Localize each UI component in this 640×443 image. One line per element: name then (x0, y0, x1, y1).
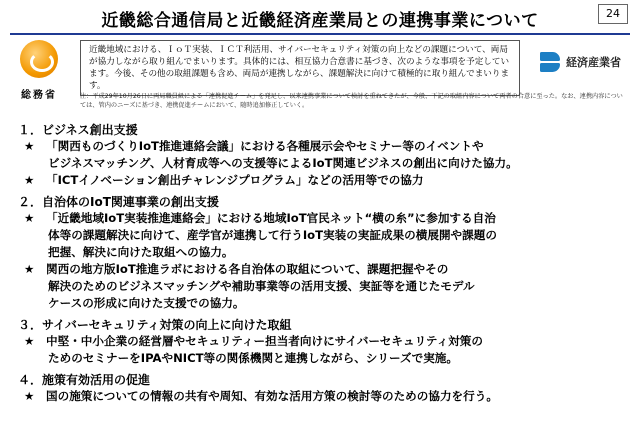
star-bullet-icon: ★ (24, 389, 35, 403)
section-heading: １．ビジネス創出支援 (18, 123, 138, 137)
star-bullet-icon: ★ (24, 262, 35, 276)
note-text: 注：平成29年10月26日に両局職員級による「連携促進チーム」を発足し、以来連携事業について検討を重ねてきたが、今般、下記の取組内容について両者の合意に至った。なお、連携内容については、管内のニーズに基づき、連携促進チームにおいて、随時追加修正していく。 (80, 93, 623, 109)
page-title: 近畿総合通信局と近畿経済産業局との連携事業について (101, 11, 539, 31)
star-bullet-icon: ★ (24, 173, 35, 187)
meti-logo-label: 経済産業省 (566, 56, 621, 69)
list-item: ★ 「ICTイノベーション創出チャレンジプログラム」などの活用等での協力 (24, 173, 424, 187)
page-number: 24 (598, 4, 628, 24)
meti-logo (538, 50, 621, 74)
list-item: ★ 「関西ものづくりIoT推進連絡会議」における各種展示会やセミナー等のイベントや ビジネスマッチング、人材育成等への支援等によるIoT関連ビジネスの創出に向けた協力。 (24, 139, 518, 170)
section-heading: ３．サイバーセキュリティ対策の向上に向けた取組 (18, 318, 292, 332)
star-bullet-icon: ★ (24, 211, 35, 225)
soumu-logo-label: 総務省 (21, 90, 57, 101)
section-policy (18, 372, 628, 405)
list-item: ★ 関西の地方版IoT推進ラボにおける各自治体の取組について、課題把握やその 解決のためのビジネスマッチングや補助事業等の活用支援、実証等を通じたモデル ケースの形成に向けた支援での協力。 (24, 262, 475, 310)
title-divider (10, 33, 630, 35)
section-security (18, 317, 628, 367)
soumu-logo (14, 40, 64, 101)
intro-box: 近畿地域における、ＩｏＴ実装、ＩＣＴ利活用、サイバーセキュリティ対策の向上などの課題について、両局が協力しながら取り組んでまいります。具体的には、相互協力合意書に基づき、次のような事項を予定しています。今後、その他の取組課題も含め、両局が連携しながら、課題解決に向けて積極的に取り組んでまいります。 (80, 40, 520, 96)
meti-emblem-icon (538, 50, 562, 74)
soumu-emblem-icon (20, 40, 58, 78)
star-bullet-icon: ★ (24, 139, 35, 153)
list-item: ★ 「近畿地域IoT実装推進連絡会」における地域IoT官民ネット“横の糸”に参加する自治 体等の課題解決に向けて、産学官が連携して行うIoT実装の実証成果の横展開や課題の 把握、解決に向けた取組への協力。 (24, 211, 497, 259)
list-item: ★ 中堅・中小企業の経営層やセキュリティー担当者向けにサイバーセキュリティ対策の ためのセミナーをIPAやNICT等の関係機関と連携しながら、シリーズで実施。 (24, 334, 483, 365)
section-heading: ４．施策有効活用の促進 (18, 373, 151, 387)
section-municipality (18, 194, 628, 312)
star-bullet-icon: ★ (24, 334, 35, 348)
sections (18, 122, 628, 410)
list-item: ★ 国の施策についての情報の共有や周知、有効な活用方策の検討等のための協力を行う。 (24, 389, 498, 403)
section-business (18, 122, 628, 189)
section-heading: ２．自治体のIoT関連事業の創出支援 (18, 195, 219, 209)
